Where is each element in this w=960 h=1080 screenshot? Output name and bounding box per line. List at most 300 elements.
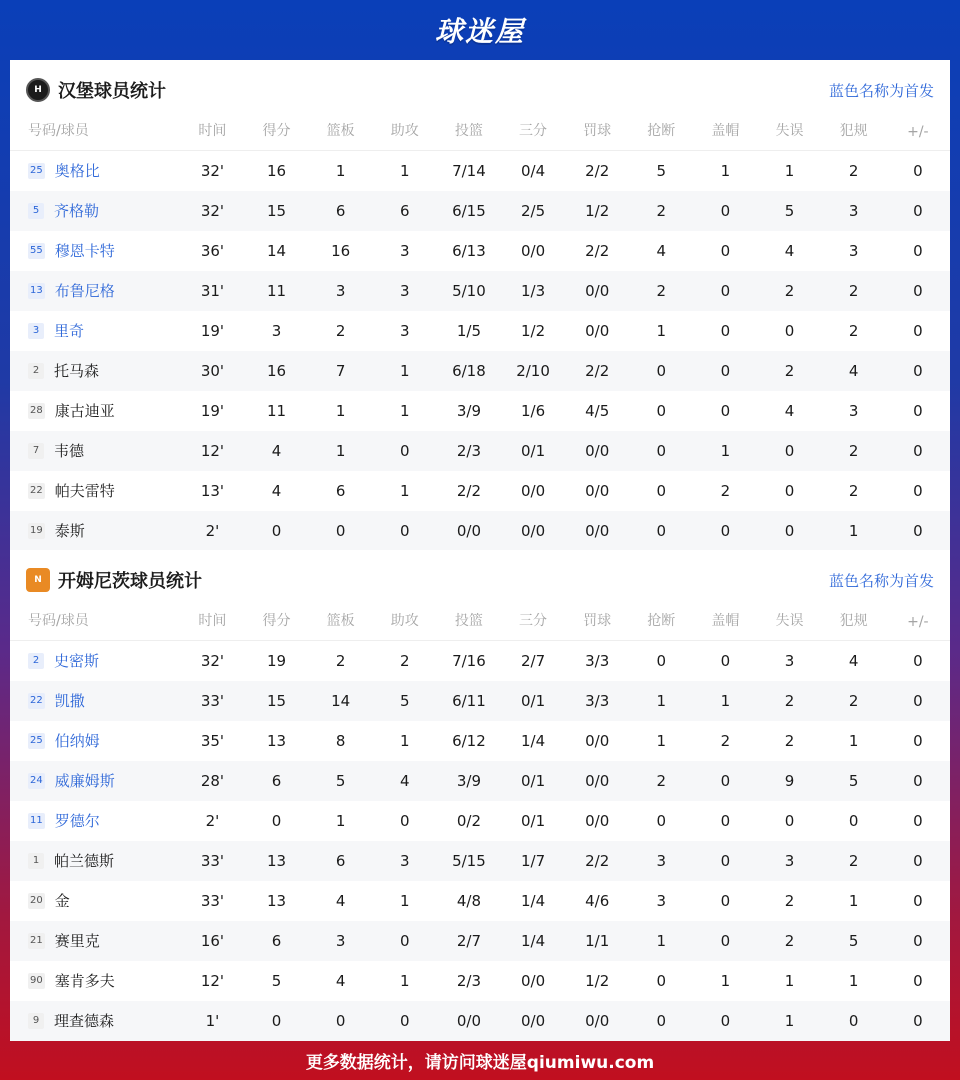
- player-name: 里奇: [54, 322, 85, 340]
- stat-cell: 0: [757, 511, 821, 551]
- stat-cell: 0/0: [565, 511, 629, 551]
- stat-cell: 1: [400, 161, 410, 180]
- stat-cell: 1: [629, 681, 693, 721]
- table-row: [10, 801, 950, 841]
- player-cell: [10, 841, 180, 881]
- stat-cell: 2/2: [456, 481, 481, 500]
- stat-cell: 6: [335, 481, 346, 500]
- stat-cell: 13': [200, 481, 225, 500]
- column-header: 助攻: [373, 610, 437, 641]
- stat-cell: 1: [629, 921, 693, 961]
- stat-cell: 7/14: [452, 161, 486, 180]
- table-row: [10, 271, 950, 311]
- column-header: 盖帽: [693, 120, 757, 151]
- stat-cell: 0/0: [565, 1001, 629, 1041]
- stat-cell: 5: [309, 761, 373, 801]
- player-cell: [10, 471, 180, 511]
- jersey-number-badge: 20: [28, 893, 45, 909]
- stat-cell: 32': [200, 651, 225, 670]
- stat-cell: 1/1: [565, 921, 629, 961]
- stat-cell: 16': [180, 921, 244, 961]
- stat-cell: 4: [822, 351, 886, 391]
- stat-cell: 16: [244, 351, 308, 391]
- stat-cell: 15: [244, 681, 308, 721]
- stat-cell: 1: [335, 161, 346, 180]
- stat-cell: 2: [757, 351, 821, 391]
- column-header: 失误: [757, 120, 821, 151]
- stat-cell: 3: [822, 191, 886, 231]
- player-name: 赛里克: [54, 932, 100, 950]
- panel-title: 开姆尼茨球员统计: [58, 571, 202, 592]
- stat-cell: 6: [373, 191, 437, 231]
- column-header: 罚球: [565, 120, 629, 151]
- stat-cell: 19': [200, 321, 225, 340]
- stat-cell: 0: [693, 1001, 757, 1041]
- stat-cell: 0/0: [520, 971, 546, 990]
- stat-cell: 12': [180, 431, 244, 471]
- stat-cell: 0: [913, 891, 923, 910]
- stat-cell: 0: [656, 651, 667, 670]
- stat-cell: 0: [913, 481, 923, 500]
- jersey-number-badge: 55: [28, 243, 45, 259]
- column-header: 号码/球员: [10, 610, 180, 641]
- stat-cell: 19: [267, 651, 287, 670]
- stat-cell: 0: [693, 351, 757, 391]
- player-cell: [10, 881, 180, 921]
- table-row: [10, 841, 950, 881]
- stat-cell: 0: [720, 891, 731, 910]
- column-header: 抢断: [629, 610, 693, 641]
- player-name: 齐格勒: [54, 202, 100, 220]
- stat-cell: 31': [180, 271, 244, 311]
- stat-cell: 6: [244, 761, 308, 801]
- jersey-number-badge: 22: [28, 483, 45, 499]
- panel-title-wrap: [26, 567, 202, 593]
- table-row: [10, 881, 950, 921]
- stat-cell: 1: [693, 431, 757, 471]
- stat-cell: 1: [784, 161, 795, 180]
- stat-cell: 0: [693, 271, 757, 311]
- stat-cell: 2: [757, 921, 821, 961]
- stat-cell: 2/3: [456, 971, 481, 990]
- stat-cell: 0: [886, 761, 950, 801]
- stat-cell: 35': [200, 731, 225, 750]
- stat-cell: 6: [309, 841, 373, 881]
- stat-cell: 0/0: [437, 1001, 501, 1041]
- stat-cell: 1: [757, 1001, 821, 1041]
- stat-cell: 1: [693, 681, 757, 721]
- stat-cell: 2: [848, 161, 859, 180]
- column-header: 篮板: [309, 120, 373, 151]
- stat-cell: 1: [656, 321, 667, 340]
- table-row: [10, 761, 950, 801]
- stat-cell: 2: [757, 271, 821, 311]
- stat-cell: 1/4: [501, 921, 565, 961]
- stat-cell: 5: [757, 191, 821, 231]
- stat-cell: 0: [886, 191, 950, 231]
- stat-cell: 2: [629, 191, 693, 231]
- stat-cell: 2: [822, 431, 886, 471]
- stat-cell: 6: [244, 921, 308, 961]
- stat-cell: 3/9: [437, 761, 501, 801]
- player-cell: [10, 1001, 180, 1041]
- stat-cell: 15: [244, 191, 308, 231]
- jersey-number-badge: 25: [28, 733, 45, 749]
- stat-cell: 0: [309, 1001, 373, 1041]
- column-header: 时间: [180, 120, 244, 151]
- stat-cell: 8: [335, 731, 346, 750]
- stat-cell: 2/2: [565, 841, 629, 881]
- player-cell: [10, 191, 180, 231]
- stat-cell: 0: [720, 401, 731, 420]
- stat-cell: 3/9: [456, 401, 481, 420]
- stat-cell: 4: [848, 651, 859, 670]
- player-cell: [10, 151, 180, 191]
- stat-cell: 4: [335, 891, 346, 910]
- stat-cell: 13: [244, 841, 308, 881]
- stat-cell: 0: [886, 351, 950, 391]
- stat-cell: 0/0: [501, 1001, 565, 1041]
- stat-cell: 0: [886, 921, 950, 961]
- table-row: [10, 231, 950, 271]
- stat-cell: 0: [757, 431, 821, 471]
- stat-cell: 13: [267, 891, 287, 910]
- stat-cell: 0: [400, 811, 410, 830]
- stat-cell: 6: [309, 191, 373, 231]
- table-row: [10, 471, 950, 511]
- stat-cell: 0/1: [501, 681, 565, 721]
- column-header: 犯规: [822, 610, 886, 641]
- stat-cell: 0: [693, 511, 757, 551]
- column-header: 得分: [244, 610, 308, 641]
- stat-cell: 3/3: [585, 651, 610, 670]
- stat-cell: 6/11: [437, 681, 501, 721]
- stat-cell: 5: [656, 161, 667, 180]
- stat-cell: 2/2: [585, 161, 610, 180]
- stat-cell: 3/3: [565, 681, 629, 721]
- player-cell: [10, 431, 180, 471]
- stat-cell: 1: [335, 811, 346, 830]
- stat-cell: 3: [373, 841, 437, 881]
- stat-cell: 6/18: [437, 351, 501, 391]
- stat-cell: 0: [693, 921, 757, 961]
- jersey-number-badge: 3: [28, 323, 44, 339]
- footer-link[interactable]: [0, 1040, 960, 1080]
- stat-cell: 1/6: [520, 401, 546, 420]
- table-row: [10, 1001, 950, 1041]
- stat-cell: 4: [244, 431, 308, 471]
- stat-cell: 0/4: [520, 161, 546, 180]
- player-name: 康古迪亚: [54, 402, 115, 420]
- player-cell: [10, 351, 180, 391]
- table-row: [10, 721, 950, 761]
- table-row: [10, 351, 950, 391]
- stat-cell: 0: [913, 161, 923, 180]
- stat-cell: 1: [784, 971, 795, 990]
- stat-cell: 13: [267, 731, 287, 750]
- player-name: 帕兰德斯: [54, 852, 115, 870]
- stat-cell: 4: [784, 401, 795, 420]
- stat-cell: 7/16: [452, 651, 486, 670]
- stat-cell: 0: [784, 811, 795, 830]
- table-row: [10, 431, 950, 471]
- stat-cell: 14: [267, 241, 287, 260]
- stat-cell: 3: [373, 271, 437, 311]
- jersey-number-badge: 1: [28, 853, 44, 869]
- stat-cell: 1/5: [456, 321, 481, 340]
- player-name: 泰斯: [54, 522, 85, 540]
- stat-cell: 0: [913, 241, 923, 260]
- column-header: 三分: [501, 120, 565, 151]
- stat-cell: 2/5: [501, 191, 565, 231]
- stat-cell: 0/0: [565, 271, 629, 311]
- stat-cell: 12': [200, 971, 225, 990]
- stat-cell: 11: [267, 401, 287, 420]
- stat-cell: 5/10: [437, 271, 501, 311]
- stat-cell: 5: [373, 681, 437, 721]
- chemnitz-team-logo-icon: N: [26, 568, 50, 592]
- stat-cell: 1/7: [501, 841, 565, 881]
- stat-cell: 0/0: [565, 431, 629, 471]
- stat-cell: 3: [309, 271, 373, 311]
- column-header: 投篮: [437, 610, 501, 641]
- stat-cell: 1: [400, 401, 410, 420]
- stat-cell: 0: [886, 431, 950, 471]
- jersey-number-badge: 11: [28, 813, 45, 829]
- stat-cell: 2: [784, 891, 795, 910]
- stat-cell: 0: [720, 321, 731, 340]
- stat-cell: 2: [848, 481, 859, 500]
- stat-cell: 2/2: [565, 351, 629, 391]
- stat-cell: 3: [309, 921, 373, 961]
- stat-cell: 5: [822, 921, 886, 961]
- stat-cell: 0: [913, 401, 923, 420]
- stat-cell: 0: [656, 401, 667, 420]
- hamburg-team-logo-icon: H: [26, 78, 50, 102]
- stat-cell: 0: [784, 481, 795, 500]
- table-row: [10, 191, 950, 231]
- stat-cell: 4: [373, 761, 437, 801]
- jersey-number-badge: 25: [28, 163, 45, 179]
- stat-cell: 0: [629, 511, 693, 551]
- stat-cell: 0: [848, 811, 859, 830]
- stat-cell: 33': [200, 891, 225, 910]
- stat-cell: 1: [400, 891, 410, 910]
- jersey-number-badge: 19: [28, 523, 45, 539]
- brand-logo: 球迷屋: [434, 15, 525, 48]
- stat-cell: 1: [848, 891, 859, 910]
- team-panel-hamburg: [10, 60, 950, 550]
- player-cell: [10, 681, 180, 721]
- stat-cell: 1: [373, 351, 437, 391]
- jersey-number-badge: 9: [28, 1013, 44, 1029]
- player-name: 塞肯多夫: [54, 972, 115, 990]
- stat-cell: 1/4: [520, 891, 546, 910]
- stat-cell: 6/13: [452, 241, 486, 260]
- stat-cell: 0: [720, 241, 731, 260]
- stat-cell: 4/5: [585, 401, 610, 420]
- column-header: 盖帽: [693, 610, 757, 641]
- player-name: 奥格比: [54, 162, 100, 181]
- player-cell: [10, 641, 180, 681]
- column-header: 犯规: [822, 120, 886, 151]
- stat-cell: 3: [784, 651, 795, 670]
- stat-cell: 3: [656, 891, 667, 910]
- stat-cell: 3: [848, 241, 859, 260]
- player-name: 凯撒: [54, 692, 85, 710]
- player-name: 史密斯: [54, 652, 100, 671]
- stat-cell: 0: [886, 511, 950, 551]
- stat-cell: 0/0: [437, 511, 501, 551]
- column-header: 失误: [757, 610, 821, 641]
- stat-cell: 1: [848, 731, 859, 750]
- stat-cell: 2: [335, 321, 346, 340]
- player-cell: [10, 271, 180, 311]
- table-header-row: [10, 610, 950, 641]
- stat-cell: 0: [693, 841, 757, 881]
- player-cell: [10, 231, 180, 271]
- player-cell: [10, 721, 180, 761]
- stat-cell: 9: [757, 761, 821, 801]
- stat-cell: 33': [180, 681, 244, 721]
- stat-cell: 0/0: [520, 241, 546, 260]
- stat-cell: 0: [720, 651, 731, 670]
- stat-cell: 2: [757, 681, 821, 721]
- stat-cell: 1/2: [565, 191, 629, 231]
- stat-cell: 0: [913, 971, 923, 990]
- stat-cell: 5/15: [437, 841, 501, 881]
- panel-header: [10, 60, 950, 120]
- footer-text: 更多数据统计，请访问球迷屋qiumiwu.com: [305, 1052, 655, 1073]
- stats-table: [10, 120, 950, 551]
- brand-header: [0, 0, 960, 60]
- stat-cell: 2: [400, 651, 410, 670]
- table-row: [10, 961, 950, 1001]
- stat-cell: 3: [757, 841, 821, 881]
- stat-cell: 5: [822, 761, 886, 801]
- stat-cell: 0: [693, 191, 757, 231]
- stat-cell: 0: [629, 1001, 693, 1041]
- stat-cell: 1: [400, 481, 410, 500]
- stat-cell: 3: [629, 841, 693, 881]
- stat-cell: 1: [309, 431, 373, 471]
- stat-cell: 0/2: [456, 811, 481, 830]
- stat-cell: 0/1: [520, 811, 546, 830]
- stat-cell: 0: [886, 1001, 950, 1041]
- stat-cell: 14: [309, 681, 373, 721]
- stat-cell: 1/2: [585, 971, 610, 990]
- stat-cell: 4: [335, 971, 346, 990]
- stat-cell: 1: [656, 731, 667, 750]
- jersey-number-badge: 5: [28, 203, 44, 219]
- stat-cell: 2/10: [501, 351, 565, 391]
- player-name: 罗德尔: [54, 812, 100, 830]
- column-header: +/-: [886, 610, 950, 641]
- stat-cell: 2: [784, 731, 795, 750]
- stat-cell: 3: [400, 321, 410, 340]
- jersey-number-badge: 28: [28, 403, 45, 419]
- column-header: +/-: [886, 120, 950, 151]
- player-name: 布鲁尼格: [54, 282, 115, 300]
- stat-cell: 0: [720, 811, 731, 830]
- stat-cell: 4: [656, 241, 667, 260]
- player-cell: [10, 801, 180, 841]
- column-header: 罚球: [565, 610, 629, 641]
- player-cell: [10, 311, 180, 351]
- stat-cell: 0: [886, 271, 950, 311]
- stat-cell: 0: [244, 1001, 308, 1041]
- stat-cell: 7: [309, 351, 373, 391]
- jersey-number-badge: 24: [28, 773, 45, 789]
- stat-cell: 16: [267, 161, 287, 180]
- stat-cell: 4: [784, 241, 795, 260]
- stat-cell: 0/0: [520, 481, 546, 500]
- jersey-number-badge: 7: [28, 443, 44, 459]
- stat-cell: 2: [335, 651, 346, 670]
- panel-title-wrap: [26, 77, 166, 103]
- stat-cell: 1: [720, 971, 731, 990]
- stat-cell: 0: [656, 481, 667, 500]
- stat-cell: 2/3: [437, 431, 501, 471]
- stat-cell: 0: [373, 1001, 437, 1041]
- starter-legend-note: 蓝色名称为首发: [828, 81, 934, 100]
- stat-cell: 0: [271, 811, 282, 830]
- stat-cell: 16: [331, 241, 351, 260]
- table-header-row: [10, 120, 950, 151]
- stat-cell: 0: [373, 921, 437, 961]
- stats-table: [10, 610, 950, 1041]
- stat-cell: 1: [720, 161, 731, 180]
- stat-cell: 2/7: [437, 921, 501, 961]
- stat-cell: 0/1: [501, 431, 565, 471]
- stat-cell: 1: [400, 971, 410, 990]
- table-row: [10, 511, 950, 551]
- stat-cell: 2: [822, 271, 886, 311]
- stat-cell: 0: [913, 811, 923, 830]
- stat-cell: 0: [373, 511, 437, 551]
- stat-cell: 0: [693, 761, 757, 801]
- stat-cell: 0/1: [501, 761, 565, 801]
- player-name: 穆恩卡特: [54, 242, 115, 260]
- stat-cell: 3: [271, 321, 282, 340]
- stat-cell: 11: [244, 271, 308, 311]
- stat-cell: 1': [180, 1001, 244, 1041]
- stat-cell: 0: [656, 811, 667, 830]
- stat-cell: 2/2: [585, 241, 610, 260]
- table-row: [10, 921, 950, 961]
- stat-cell: 0: [373, 431, 437, 471]
- panel-header: [10, 550, 950, 610]
- stat-cell: 0: [244, 511, 308, 551]
- starter-legend-note: 蓝色名称为首发: [828, 571, 934, 590]
- stat-cell: 2/7: [520, 651, 546, 670]
- table-row: [10, 641, 950, 681]
- player-cell: [10, 391, 180, 431]
- panel-title: 汉堡球员统计: [58, 81, 166, 102]
- stat-cell: 2: [720, 731, 731, 750]
- stat-cell: 6/15: [437, 191, 501, 231]
- column-header: 号码/球员: [10, 120, 180, 151]
- column-header: 投篮: [437, 120, 501, 151]
- stat-cell: 4/8: [456, 891, 481, 910]
- column-header: 抢断: [629, 120, 693, 151]
- table-row: [10, 391, 950, 431]
- player-name: 帕夫雷特: [54, 482, 115, 500]
- jersey-number-badge: 13: [28, 283, 45, 299]
- stat-cell: 0/0: [585, 731, 610, 750]
- stat-cell: 0/0: [565, 761, 629, 801]
- stat-cell: 2: [720, 481, 731, 500]
